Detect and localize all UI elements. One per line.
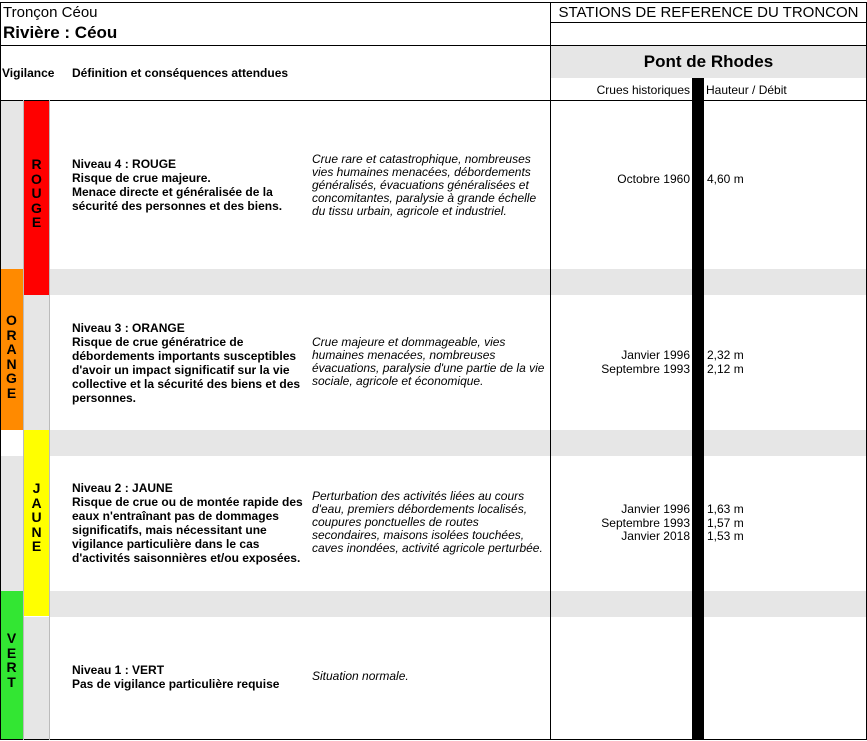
crue-hauteur: 1,57 m bbox=[707, 515, 744, 530]
separator-band-3 bbox=[49, 591, 866, 617]
column-header-hauteur: Hauteur / Débit bbox=[706, 83, 787, 97]
crue-hauteur: 1,63 m bbox=[707, 502, 744, 516]
crue-hauteur: 2,12 m bbox=[707, 361, 744, 376]
header-line-2 bbox=[0, 100, 867, 101]
level-3-title: Niveau 3 : ORANGE bbox=[72, 321, 185, 335]
border-bottom bbox=[0, 739, 867, 740]
level-4-definition bbox=[72, 157, 307, 213]
level-4-detail: Menace directe et généralisée de la sécurité des personnes et des biens. bbox=[72, 185, 283, 213]
vigilance-word-jaune: J A U N E bbox=[31, 480, 42, 554]
level-4-crue-heights bbox=[707, 173, 787, 187]
level-2-crue-heights bbox=[707, 503, 787, 544]
level-3-consequences: Crue majeure et dommageable, vies humaines menacées, nombreuses évacuations, paralysie d'une partie de la vie sociale, agricole et économique. bbox=[312, 335, 545, 388]
separator-band-1 bbox=[49, 269, 866, 295]
level-1-title: Niveau 1 : VERT bbox=[72, 663, 165, 677]
level-3-crue-dates bbox=[552, 349, 690, 376]
station-name: Pont de Rhodes bbox=[643, 52, 774, 71]
vigilance-word-orange: O R A N G E bbox=[6, 312, 17, 401]
crue-date: Janvier 2018 bbox=[621, 529, 690, 543]
crue-date: Octobre 1960 bbox=[617, 172, 690, 186]
level-1-risk: Pas de vigilance particulière requise bbox=[72, 677, 280, 691]
level-4-crue-dates bbox=[552, 173, 690, 187]
header-line-1 bbox=[0, 45, 867, 46]
level-4-title: Niveau 4 : ROUGE bbox=[72, 157, 177, 171]
column-header-vigilance: Vigilance bbox=[2, 66, 55, 80]
level-2-risk: Risque de crue ou de montée rapide des eaux n'entraînant pas de dommages significatifs, mais nécessitant une vigilance particulière dans le cas d'activités saisonnières et/ou exposées. bbox=[72, 495, 303, 565]
crue-hauteur: 1,53 m bbox=[707, 529, 744, 543]
level-1-definition bbox=[72, 663, 307, 691]
level-1-consequences: Situation normale. bbox=[312, 669, 409, 683]
level-2-title: Niveau 2 : JAUNE bbox=[72, 481, 173, 495]
level-2-definition bbox=[72, 481, 307, 565]
vigilance-word-vert: V E R T bbox=[6, 630, 17, 690]
level-3-definition bbox=[72, 321, 307, 405]
troncon-label: Tronçon Céou bbox=[3, 4, 98, 21]
vigilance-right-gray-1 bbox=[24, 295, 49, 430]
level-3-crue-heights bbox=[707, 349, 787, 376]
level-2-crue-dates bbox=[552, 503, 690, 544]
crue-date: Janvier 1996 bbox=[621, 348, 690, 362]
vigilance-left-gray-mid bbox=[0, 456, 23, 591]
vigilance-right-edge bbox=[49, 100, 50, 740]
level-2-consequences: Perturbation des activités liées au cours d'eau, premiers débordements localisés, coupures ponctuelles de routes secondaires, maisons isolées touchées, caves inondées, activité agricole perturbée. bbox=[312, 489, 543, 555]
vigilance-word-rouge: R O U G E bbox=[31, 156, 42, 230]
separator-band-2 bbox=[49, 430, 866, 456]
column-header-crues: Crues historiques bbox=[596, 83, 690, 97]
stations-title: STATIONS DE REFERENCE DU TRONCON bbox=[558, 4, 859, 21]
crue-date: Septembre 1993 bbox=[601, 515, 690, 530]
station-black-column bbox=[692, 78, 704, 739]
border-top bbox=[0, 2, 867, 3]
level-4-consequences: Crue rare et catastrophique, nombreuses vies humaines menacées, débordements généralisés, évacuations généralisées et concomitantes, paralysie à grande échelle du tissu urbain, agricole et industriel. bbox=[312, 152, 537, 218]
stations-subline bbox=[551, 22, 867, 23]
crue-date: Septembre 1993 bbox=[601, 361, 690, 376]
crue-hauteur: 4,60 m bbox=[707, 172, 744, 186]
station-column-divider bbox=[550, 2, 551, 740]
vigilance-left-gray-top bbox=[0, 101, 23, 269]
crue-hauteur: 2,32 m bbox=[707, 348, 744, 362]
column-header-definition: Définition et conséquences attendues bbox=[72, 66, 289, 80]
vigilance-right-gray-2 bbox=[24, 617, 49, 740]
riviere-title: Rivière : Céou bbox=[3, 23, 118, 42]
crue-date: Janvier 1996 bbox=[621, 502, 690, 516]
level-4-risk: Risque de crue majeure. bbox=[72, 171, 211, 185]
level-3-risk: Risque de crue génératrice de débordements importants susceptibles d'avoir un impact significatif sur la vie collective et la sécurité des biens et des personnes. bbox=[72, 335, 301, 405]
